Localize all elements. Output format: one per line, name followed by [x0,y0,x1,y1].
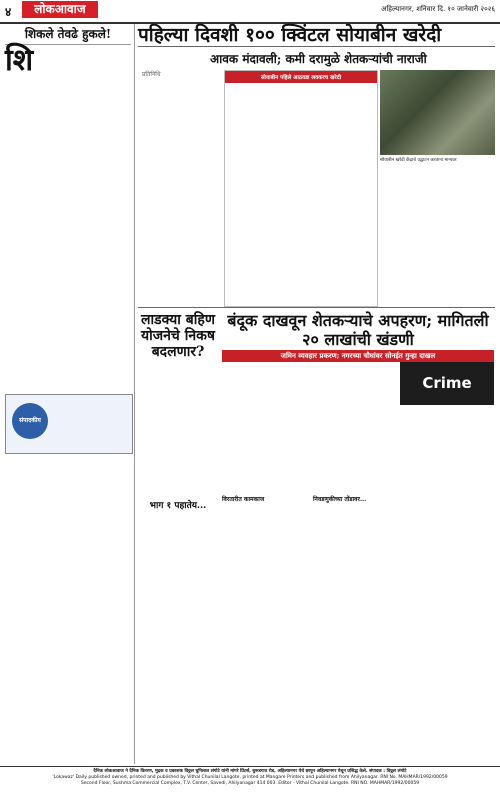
section-divider [138,307,495,308]
story3-headline: बंदूक दाखवून शेतकऱ्याचे अपहरण; मागितली २० लाखांची खंडणी [227,311,489,349]
lead-sidebar-text-left [228,85,298,300]
lead-sidebar-title: सोयाबीन पहिले आठवडा लवकरच खरेदी [225,71,377,83]
story2-text-col0 [138,350,218,495]
editorial-title: शिकले तेवढे हुकले! [5,25,131,45]
lead-text-col1 [140,80,220,305]
story3-text-col2 [280,366,335,491]
issue-date: अहिल्यानगर, शनिवार दि. १० जानेवारी २०२६ [381,5,495,13]
masthead [0,0,500,24]
editorial-badge [5,394,133,454]
lead-headline: पहिल्या दिवशी १०० क्विंटल सोयाबीन खरेदी [138,24,495,47]
editorial-logo: संपादकीय [12,403,48,439]
story2-headline: लाडक्या बहिण योजनेचे निकष बदलणार? [141,312,215,360]
lead-subheadline: आवक मंदावली; कमी दरामुळे शेतकऱ्यांची नाराजी [210,52,427,66]
lead-byline: प्रतिनिधि [142,71,161,78]
story3-text-col3 [338,366,396,491]
editorial-text-continued [5,456,131,761]
column-rule [134,24,135,764]
newspaper-logo: लोकआवाज [22,1,98,18]
story2-text-col2 [222,510,310,760]
crime-graphic: Crime [400,362,494,405]
lead-photo-caption: सोयाबीन खरेदी केंद्राचे उद्घाटन करताना मान्यवर [380,158,457,163]
story2-subtitle: भाग १ पहातेय... [149,501,207,511]
story3-section: निवडणुकीच्या तोंडावर... [313,496,367,503]
imprint-line-1: दैनिक लोकआवाज ने दैनिक वितरण, मुद्रक व प्रकाशक विठ्ठल चुनिलाल लंगोटे यांनी मांगरे प्रिंटर्स, बुरूडगाव रोड, अहिल्यानगर येथे छापून अहिल्यानगर येथून प्रसिद्ध केले. संपादक : विठ्ठल लंगोटे [93,769,407,774]
lead-sidebar-box [224,70,378,307]
imprint-line-2: 'Lokawaz' Daily published owned, printed and published by Vithal Chunilal Langote, printed at Mangare Printers and published from Ahilyanagar. RNI No. MAHMAR/1992/00059 [52,775,448,780]
page-number: ४ [5,5,12,19]
drop-cap: शि [5,43,34,78]
story3-text-col5 [313,505,401,760]
story3-text-col4 [400,408,494,493]
imprint-footer [0,766,500,798]
lead-photo [380,70,495,155]
story2-text-col1 [138,510,218,760]
story3-text-col6 [405,495,495,760]
lead-text-col3 [380,168,495,303]
imprint-line-3: Second Floor, Sushma Commercial Complex, T.V. Center, Savedi, Ahilyanagar 414 003. Editor - Vithal Chunilal Langote. RNI NO. MAHMAR/1992/00059 [80,781,420,786]
story3-subhead-band: जमिन व्यवहार प्रकरण; नगरच्या चौघांवर सोनईत गुन्हा दाखल [222,350,494,362]
editorial-text-intro [28,48,131,78]
editorial-text [5,80,131,390]
story3-text-col1 [222,366,277,491]
lead-sidebar-text-right [303,85,373,300]
story2-section-a: विरतारीत कामकाज [222,496,265,503]
